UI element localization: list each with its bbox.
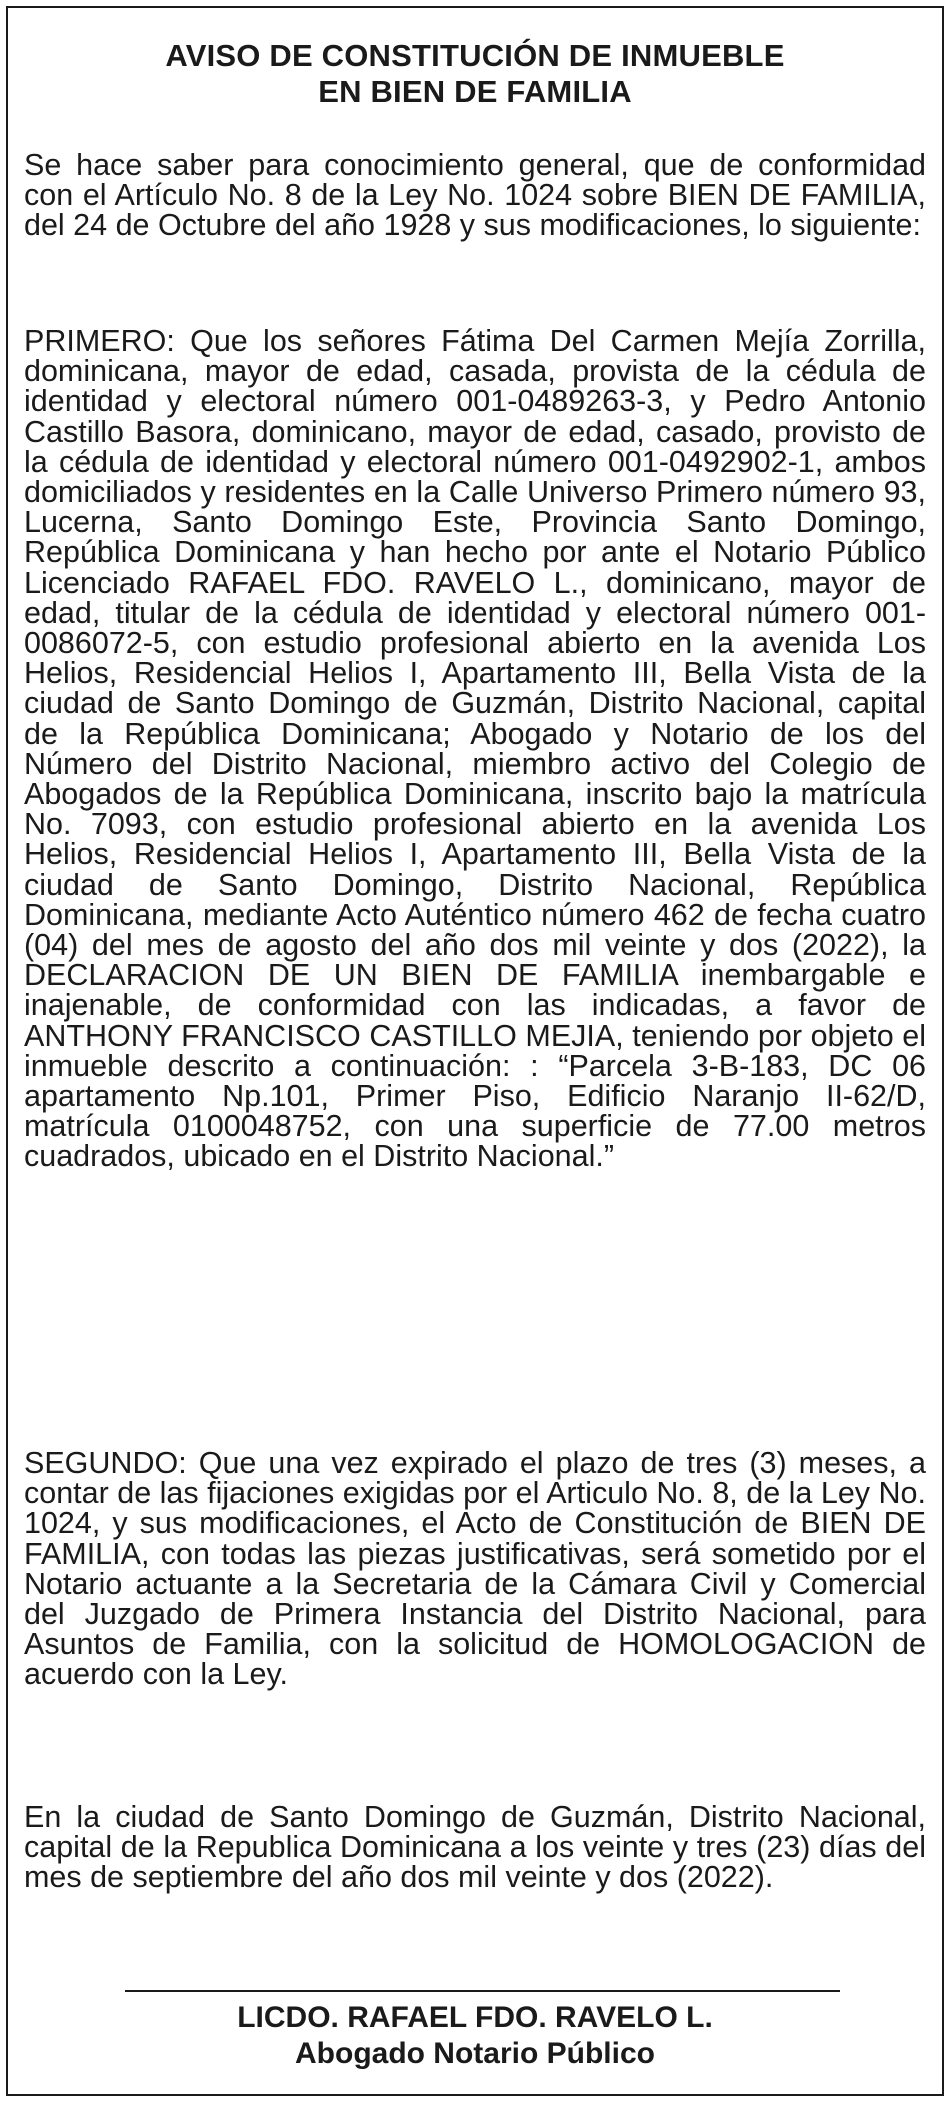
segundo-paragraph: SEGUNDO: Que una vez expirado el plazo de tres (3) meses, a contar de las fijaciones exigidas por el Articulo No. 8, de la Ley No. 1024, y sus modificaciones, el Acto de Constitución de BIEN DE FAMILIA, con todas las piezas justificativas, será sometido por el Notario actuante a la Secretaria de la Cámara Civil y Comercial del Juzgado de Primera Instancia del Distrito Nacional, para Asuntos de Familia, con la solicitud de HOMOLOGACION de acuerdo con la Ley. xyxy=(24,1446,926,1692)
signatory-role: Abogado Notario Público xyxy=(295,2037,655,2070)
closing-paragraph: En la ciudad de Santo Domingo de Guzmán, Distrito Nacional, capital de la Republica Dominicana a los veinte y tres (23) días del mes de septiembre del año dos mil veinte y dos (2022). xyxy=(24,1800,926,1895)
primero-paragraph: PRIMERO: Que los señores Fátima Del Carmen Mejía Zorrilla, dominicana, mayor de edad, casada, provista de la cédula de identidad y electoral número 001-0489263-3, y Pedro Antonio Castillo Basora, dominicano, mayor de edad, casado, provisto de la cédula de identidad y electoral número 001-0492902-1, ambos domiciliados y residentes en la Calle Universo Primero número 93, Lucerna, Santo Domingo Este, Provincia Santo Domingo, República Dominicana y han hecho por ante el Notario Público Licenciado RAFAEL FDO. RAVELO L., dominicano, mayor de edad, titular de la cédula de identidad y electoral número 001-0086072-5, con estudio profesional abierto en la avenida Los Helios, Residencial Helios I, Apartamento III, Bella Vista de la ciudad de Santo Domingo de Guzmán, Distrito Nacional, capital de la República Dominicana; Abogado y Notario de los del Número del Distrito Nacional, miembro activo del Colegio de Abogados de la República Dominicana, inscrito bajo la matrícula No. 7093, con estudio profesional abierto en la avenida Los Helios, Residencial Helios I, Apartamento III, Bella Vista de la ciudad de Santo Domingo, Distrito Nacional, República Dominicana, mediante Acto Auténtico número 462 de fecha cuatro (04) del mes de agosto del año dos mil veinte y dos (2022), la DECLARACION DE UN BIEN DE FAMILIA inembargable e inajenable, de conformidad con las indicadas, a favor de ANTHONY FRANCISCO CASTILLO MEJIA, teniendo por objeto el inmueble descrito a continuación: : “Parcela 3-B-183, DC 06 apartamento Np.101, Primer Piso, Edificio Naranjo II-62/D, matrícula 0100048752, con una superficie de 77.00 metros cuadrados, ubicado en el Distrito Nacional.” xyxy=(24,324,926,1174)
notice-title xyxy=(8,38,942,110)
title-line-2: EN BIEN DE FAMILIA xyxy=(318,74,632,109)
signature-block xyxy=(8,2000,942,2072)
title-line-1: AVISO DE CONSTITUCIÓN DE INMUEBLE xyxy=(165,38,785,73)
intro-paragraph: Se hace saber para conocimiento general, que de conformidad con el Artículo No. 8 de la Ley No. 1024 sobre BIEN DE FAMILIA, del 24 de Octubre del año 1928 y sus modificaciones, lo siguiente: xyxy=(24,148,926,243)
signature-line xyxy=(125,1990,840,1992)
legal-notice xyxy=(6,6,944,2096)
signatory-name: LICDO. RAFAEL FDO. RAVELO L. xyxy=(237,2001,713,2034)
